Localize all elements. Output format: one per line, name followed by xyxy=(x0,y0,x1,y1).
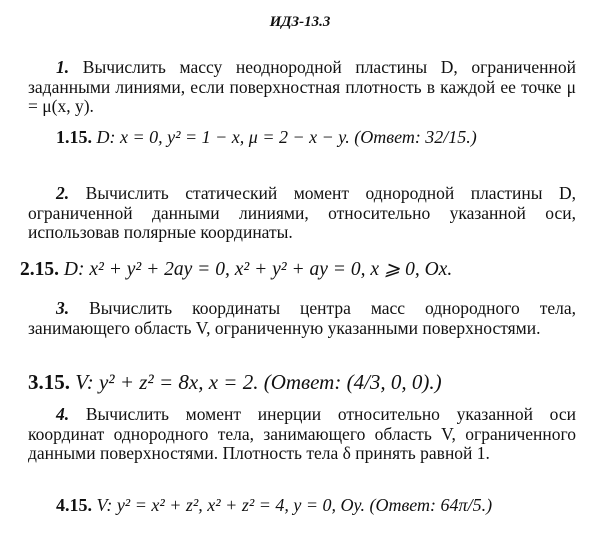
task-2-text: Вычислить статический момент однородной пластины D, ограниченной данными линиями, относительно указанной оси, использовав полярные координаты. xyxy=(28,183,577,242)
answer-1 xyxy=(28,127,600,147)
task-4-statement xyxy=(28,405,576,464)
task-3-number: 3. xyxy=(56,298,70,318)
task-1-number: 1. xyxy=(56,57,70,77)
task-2-number: 2. xyxy=(56,183,70,203)
answer-2-text: D: x² + y² + 2ay = 0, x² + y² + ay = 0, x ⩾ 0, Ox. xyxy=(63,259,453,280)
task-3-text: Вычислить координаты центра масс однородного тела, занимающего область V, ограниченную указанными поверхностями. xyxy=(28,298,576,338)
task-2 xyxy=(28,184,576,243)
answer-3-text: V: y² + z² = 8x, x = 2. (Ответ: (4/3, 0, 0).) xyxy=(75,370,442,394)
task-1-text: Вычислить массу неоднородной пластины D, ограниченной заданными линиями, если поверхностная плотность в каждой ее точке μ = μ(x, y). xyxy=(28,57,576,116)
task-3 xyxy=(28,299,576,338)
answer-1-label: 1.15. xyxy=(56,127,92,147)
task-4-number: 4. xyxy=(56,404,70,424)
answer-4-text: V: y² = x² + z², x² + z² = 4, y = 0, Oy. (Ответ: 64π/5.) xyxy=(96,495,493,515)
task-2-statement xyxy=(28,184,576,243)
page-title: ИДЗ-13.3 xyxy=(269,14,331,30)
answer-3-label: 3.15. xyxy=(28,370,70,394)
answer-3 xyxy=(28,370,576,394)
task-4 xyxy=(28,405,576,464)
task-1-statement xyxy=(28,58,576,117)
task-4-text: Вычислить момент инерции относительно указанной оси координат однородного тела, занимающего область V, ограниченного данными поверхностями. Плотность тела δ принять равной 1. xyxy=(28,404,576,463)
task-3-statement xyxy=(28,299,576,338)
answer-1-text: D: x = 0, y² = 1 − x, μ = 2 − x − y. (Ответ: 32/15.) xyxy=(96,127,477,147)
task-1 xyxy=(28,58,576,117)
answer-4-label: 4.15. xyxy=(56,495,92,515)
answer-2 xyxy=(20,259,568,281)
answer-4 xyxy=(28,495,600,515)
answer-2-label: 2.15. xyxy=(20,259,59,280)
